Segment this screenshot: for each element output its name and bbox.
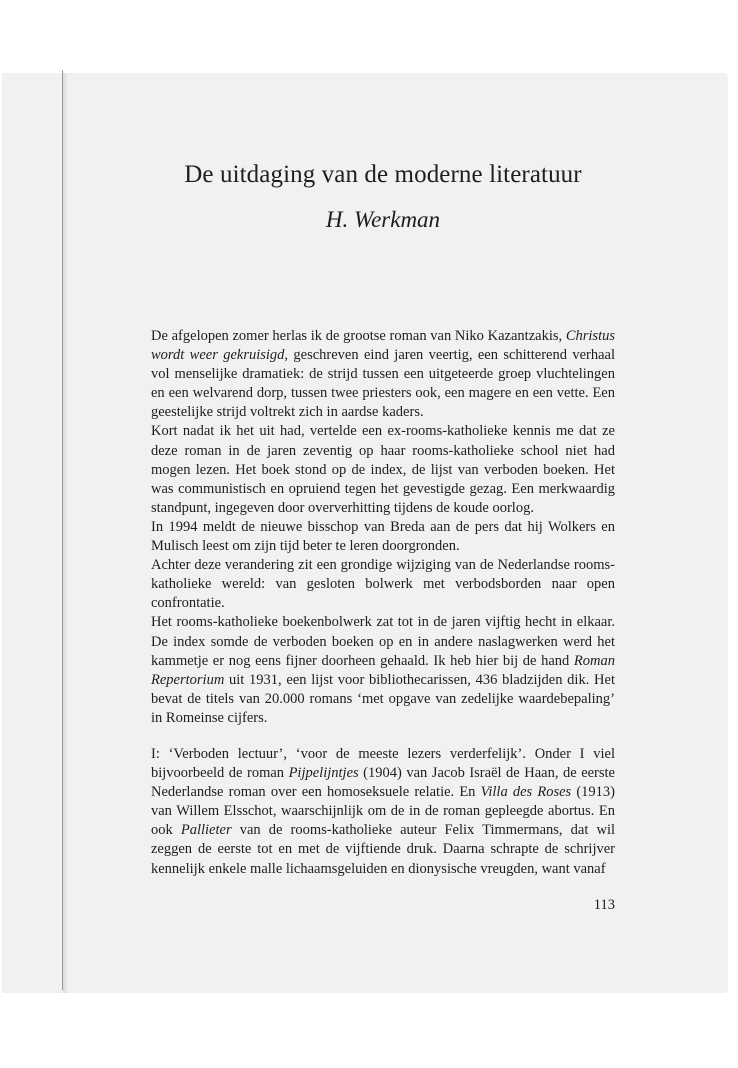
- book-title-christus: Christus wordt weer gekruisigd: [151, 328, 615, 364]
- text-segment: uit 1931, een lijst voor bibliothecarissen, 436 bladzijden dik. Het bevat de titels van 20.000 romans ‘met opgave van zedelijke waardebepaling’ in Romeinse cijfers.: [151, 671, 615, 726]
- book-title-villa-des-roses: Villa des Roses: [480, 784, 572, 801]
- text-segment: Het rooms-katholieke boekenbolwerk zat tot in de jaren vijftig hecht in elkaar. De index somde de verboden boeken op en in andere naslagwerken werd het kammetje er nog eens fijner doorheen gehaald. Ik heb hier bij de hand: [151, 614, 615, 669]
- text-segment: De afgelopen zomer herlas ik de grootse roman van Niko Kazantzakis,: [151, 328, 566, 344]
- binding-gutter-shadow: [63, 73, 68, 993]
- article-author: H. Werkman: [325, 207, 441, 232]
- article: [151, 160, 615, 879]
- article-title: De uitdaging van de moderne literatuur: [184, 161, 582, 188]
- text-segment: van de rooms-katholieke auteur Felix Timmermans, dat wil zeggen de eerste tot en met de vijftiende druk. Daarna schrapte de schrijver kennelijk enkele malle lichaamsgeluiden en dionysische vreugden, want vanaf: [151, 822, 615, 877]
- paragraph-1: [151, 327, 615, 422]
- paragraph-6: [151, 745, 615, 879]
- text-segment: , geschreven eind jaren veertig, een schitterend verhaal vol menselijke dramatiek: de strijd tussen een uitgeteerde groep vluchtelingen en een welvarend dorp, tussen twee priesters ook, een magere en een vette. Een geestelijke strijd voltrekt zich in aardse kaders.: [151, 347, 615, 421]
- book-title-roman-repertorium: Roman Repertorium: [151, 652, 615, 688]
- text-segment: Kort nadat ik het uit had, vertelde een ex-rooms-katholieke kennis me dat ze deze roman in de jaren zeventig op haar rooms-katholieke school niet had mogen lezen. Het boek stond op de index, de lijst van verboden boeken. Het was communistisch en opruiend tegen het gevestigde gezag. Een merkwaardig standpunt, ingegeven door oververhitting tijdens de koude oorlog.: [151, 423, 615, 516]
- text-segment: (1904) van Jacob Israël de Haan, de eerste Nederlandse roman over een homoseksuele relatie. En: [151, 765, 615, 801]
- paragraph-3: [151, 518, 615, 556]
- paragraph-2: [151, 422, 615, 517]
- book-title-pallieter: Pallieter: [180, 822, 232, 839]
- paragraph-4: [151, 556, 615, 613]
- page-number: 113: [593, 897, 615, 913]
- text-segment: Achter deze verandering zit een grondige wijziging van de Nederlandse rooms-katholieke wereld: van gesloten bolwerk met verbodsborden naar open confrontatie.: [151, 557, 615, 612]
- text-segment: I: ‘Verboden lectuur’, ‘voor de meeste lezers verderfelijk’. Onder I viel bijvoorbeeld de roman: [151, 745, 615, 782]
- paragraph-5: [151, 613, 615, 728]
- text-segment: (1913) van Willem Elsschot, waarschijnlijk om de in de roman gepleegde abortus. En ook: [151, 784, 615, 839]
- book-title-pijpelijntjes: Pijpelijntjes: [288, 765, 359, 782]
- article-body: [151, 327, 615, 879]
- text-segment: In 1994 meldt de nieuwe bisschop van Breda aan de pers dat hij Wolkers en Mulisch leest om zijn tijd beter te leren doorgronden.: [151, 518, 615, 555]
